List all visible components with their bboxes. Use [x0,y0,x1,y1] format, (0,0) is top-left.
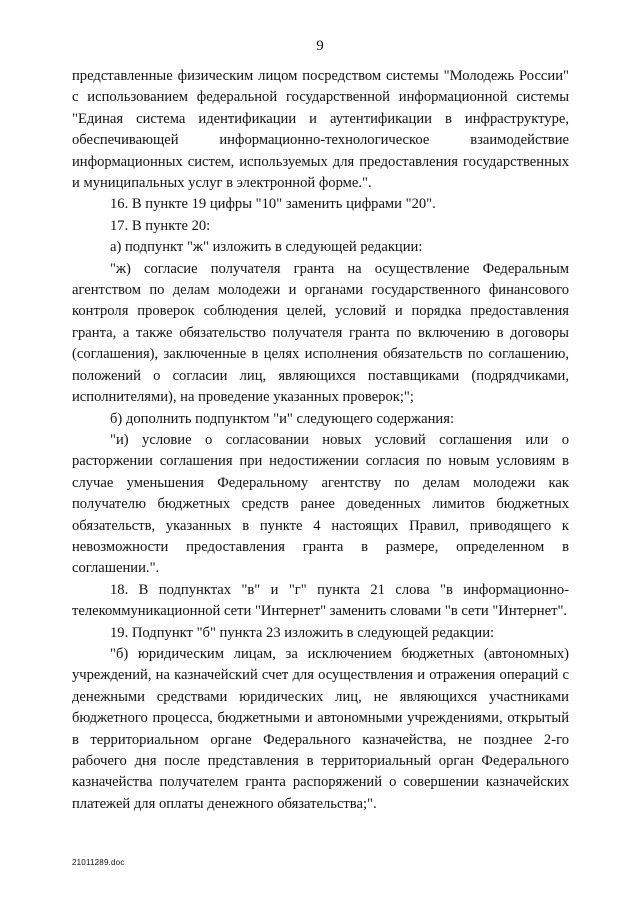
paragraph-subitem-b: б) дополнить подпунктом "и" следующего содержания: [110,410,454,427]
paragraph-quote-b: "б) юридическим лицам, за исключением бюджетных (автономных) учреждений, на казначейский счет для осуществления и отражения операций с денежными средствами юридических лиц, не являющихся участниками бюджетного процесса, бюджетными и автономными учреждениями, открытый в территориальном органе Федерального казначейства, не позднее 2-го рабочего дня после представления в территориальный орган Федерального казначейства получателем гранта распоряжений о совершении казначейских платежей для оплаты денежного обязательства;". [72,645,569,812]
document-body [72,66,569,815]
paragraph-intro: представленные физическим лицом посредством системы "Молодежь России" с использованием федеральной государственной информационной системы "Единая система идентификации и аутентификации в инфраструктуре, обеспечивающей информационно-технологическое взаимодействие информационных систем, используемых для предоставления государственных и муниципальных услуг в электронной форме.". [72,68,569,192]
paragraph-item-17: 17. В пункте 20: [110,217,211,234]
paragraph-quote-zh: "ж) согласие получателя гранта на осуществление Федеральным агентством по делам молодежи и органами государственного финансового контроля проверок соблюдения целей, условий и порядка предоставления гранта, а также обязательство получателя гранта по включению в договоры (соглашения), заключенные в целях исполнения обязательств по соглашению, положений о согласии лиц, являющихся поставщиками (подрядчиками, исполнителями), на проведение указанных проверок;"; [72,260,569,406]
paragraph-subitem-a: а) подпункт "ж" изложить в следующей редакции: [110,239,423,256]
paragraph-quote-i: "и) условие о согласовании новых условий соглашения или о расторжении соглашения при недостижении согласия по новым условиям в случае уменьшения Федеральному агентству по делам молодежи как получателю бюджетных средств ранее доведенных лимитов бюджетных обязательств, указанных в пункте 4 настоящих Правил, приводящего к невозможности предоставления гранта в размере, определенном в соглашении.". [72,431,569,577]
paragraph-item-18: 18. В подпунктах "в" и "г" пункта 21 слова "в информационно-телекоммуникационной сети "Интернет" заменить словами "в сети "Интернет". [72,581,569,620]
paragraph-item-16: 16. В пункте 19 цифры "10" заменить цифрами "20". [110,196,436,213]
document-file-code: 21011289.doc [72,858,125,867]
page-number: 9 [316,38,324,54]
paragraph-item-19: 19. Подпункт "б" пункта 23 изложить в следующей редакции: [110,624,495,641]
